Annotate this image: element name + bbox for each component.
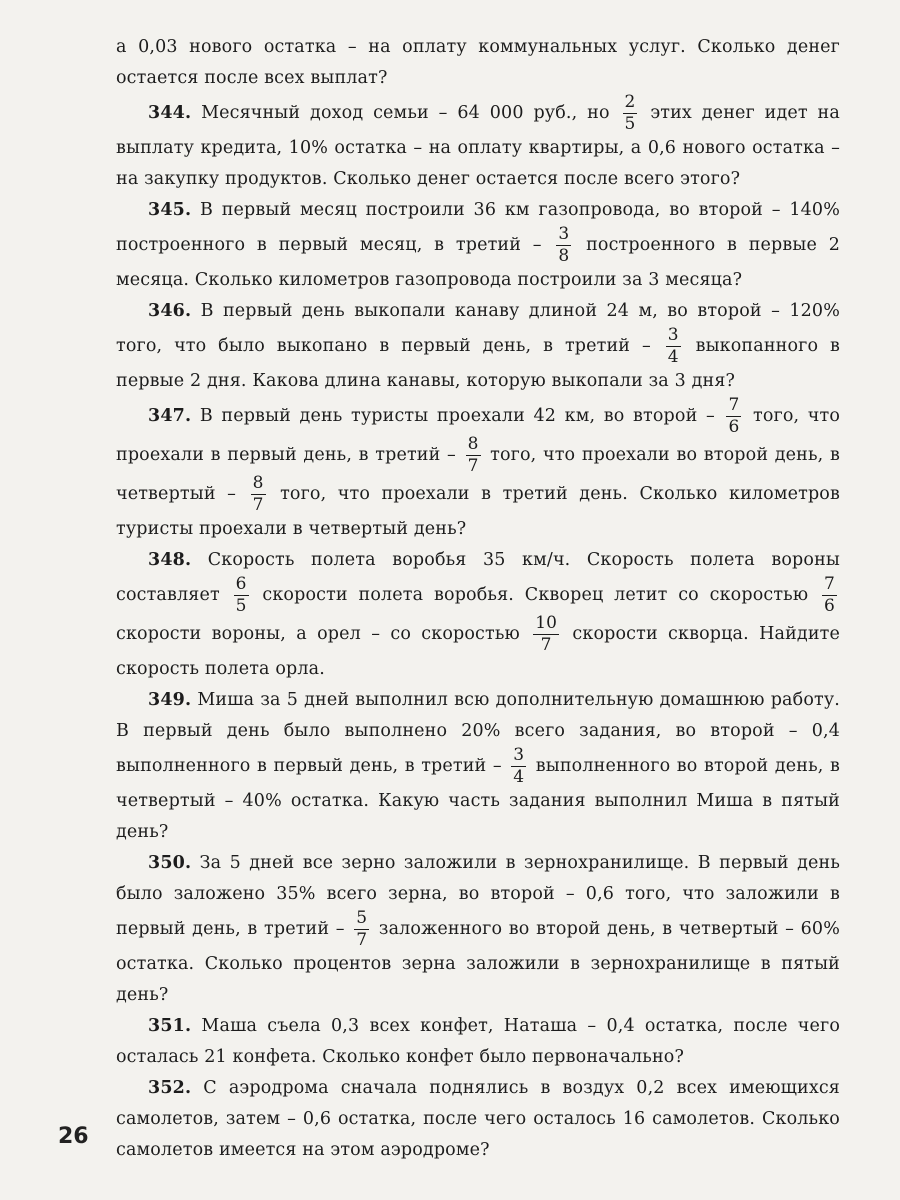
problem-number: 345.: [148, 200, 192, 220]
fraction-denominator: 4: [667, 347, 679, 367]
problem-text: В первый день выкопали канаву длиной 24 м, во второй – 120% того, что было выкопано в первый день, в третий –: [116, 301, 840, 356]
problem-text: Маша съела 0,3 всех конфет, Наташа – 0,4 остатка, после чего осталась 21 конфета. Сколько конфет было первоначально?: [116, 1016, 841, 1067]
fraction: [354, 910, 369, 949]
fraction-numerator: 7: [824, 574, 835, 594]
problem-text: Миша за 5 дней выполнил всю дополнительную домашнюю работу. В первый день было выполнено 20% всего задания, во второй – 0,4 выполненного в первый день, в третий –: [116, 690, 840, 776]
problem-number: 344.: [148, 103, 192, 123]
problem-number: 351.: [148, 1016, 192, 1036]
problem-number: 347.: [148, 406, 192, 426]
fraction: [822, 576, 837, 615]
problem-text: В первый день туристы проехали 42 км, во второй –: [199, 406, 715, 426]
fraction: [511, 747, 526, 786]
problem-text: выкопанного в первые 2 дня. Какова длина канавы, которую выкопали за 3 дня?: [116, 336, 840, 391]
problem-text: скорости вороны, а орел – со скоростью: [116, 624, 520, 644]
fraction-denominator: 7: [252, 495, 264, 515]
fraction-denominator: 6: [824, 596, 835, 616]
fraction-denominator: 6: [728, 417, 740, 437]
fraction-numerator: 8: [467, 434, 479, 454]
fraction-numerator: 2: [624, 92, 636, 112]
fraction-denominator: 4: [513, 767, 525, 787]
problem-347: [116, 397, 840, 545]
fraction-denominator: 8: [558, 246, 570, 266]
fraction-numerator: 3: [667, 325, 679, 345]
fraction-numerator: 3: [513, 745, 525, 765]
problem-text: того, что проехали в третий день. Сколько километров туристы проехали в четвертый день?: [116, 484, 840, 539]
page-text: [116, 32, 840, 1166]
fraction-numerator: 8: [252, 473, 264, 493]
problem-text: этих денег идет на выплату кредита, 10% остатка – на оплату квартиры, а 0,6 нового остатка – на закупку продуктов. Сколько денег остается после всего этого?: [116, 103, 840, 189]
problem-text: построенного в первые 2 месяца. Сколько километров газопровода построили за 3 месяца?: [116, 235, 840, 290]
fraction: [556, 226, 571, 265]
fraction: [251, 475, 266, 514]
fraction-denominator: 7: [467, 456, 479, 476]
problem-350: [116, 848, 840, 1011]
problem-text: выполненного во второй день, в четвертый – 40% остатка. Какую часть задания выполнил Миша в пятый день?: [116, 756, 840, 842]
fraction-denominator: 7: [533, 634, 559, 654]
problem-352: [116, 1073, 840, 1166]
problem-number: 349.: [148, 690, 192, 710]
fraction-numerator: 7: [728, 395, 740, 415]
fraction: [466, 436, 481, 475]
problem-348: [116, 545, 840, 685]
fraction: [666, 327, 681, 366]
problem-number: 350.: [148, 853, 192, 873]
page-number: 26: [58, 1124, 89, 1149]
problem-351: [116, 1011, 840, 1073]
fraction-denominator: 5: [235, 596, 247, 616]
problem-text: того, что проехали во второй день, в четвертый –: [116, 445, 840, 504]
problem-345: [116, 195, 840, 296]
fraction: [234, 576, 249, 615]
problem-text: скорости полета воробья. Скворец летит со скоростью: [262, 585, 809, 605]
fraction-numerator: 5: [356, 908, 368, 928]
fraction-denominator: 7: [356, 930, 368, 950]
fraction-numerator: 10: [535, 613, 558, 633]
problem-text: скорости скворца. Найдите скорость полета орла.: [116, 624, 840, 679]
problem-text: С аэродрома сначала поднялись в воздух 0,2 всех имеющихся самолетов, затем – 0,6 остатка, после чего осталось 16 самолетов. Сколько самолетов имеется на этом аэродроме?: [116, 1078, 840, 1160]
problem-346: [116, 296, 840, 397]
problem-text: За 5 дней все зерно заложили в зернохранилище. В первый день было заложено 35% всего зерна, во второй – 0,6 того, что заложили в первый день, в третий –: [116, 853, 840, 939]
problem-number: 352.: [148, 1078, 192, 1098]
problem-text: а 0,03 нового остатка – на оплату коммунальных услуг. Сколько денег остается после всех выплат?: [116, 37, 840, 88]
problem-text: того, что проехали в первый день, в третий –: [116, 406, 841, 465]
fraction-denominator: 5: [624, 114, 636, 134]
fraction: [726, 397, 741, 436]
problem-text: Месячный доход семьи – 64 000 руб., но: [201, 103, 610, 123]
problem-number: 346.: [148, 301, 192, 321]
problem-text: заложенного во второй день, в четвертый – 60% остатка. Сколько процентов зерна заложили в зернохранилище в пятый день?: [116, 919, 840, 1005]
problem-349: [116, 685, 840, 848]
problem-344: [116, 94, 840, 195]
problem-text: Скорость полета воробья 35 км/ч. Скорость полета вороны составляет: [116, 550, 840, 605]
fraction-numerator: 3: [558, 224, 570, 244]
problem-text: В первый месяц построили 36 км газопровода, во второй – 140% построенного в первый месяц, в третий –: [116, 200, 840, 255]
problem-number: 348.: [148, 550, 192, 570]
fraction: [623, 94, 638, 133]
problem-343-ending: [116, 32, 840, 94]
fraction: [533, 615, 559, 654]
fraction-numerator: 6: [235, 574, 247, 594]
